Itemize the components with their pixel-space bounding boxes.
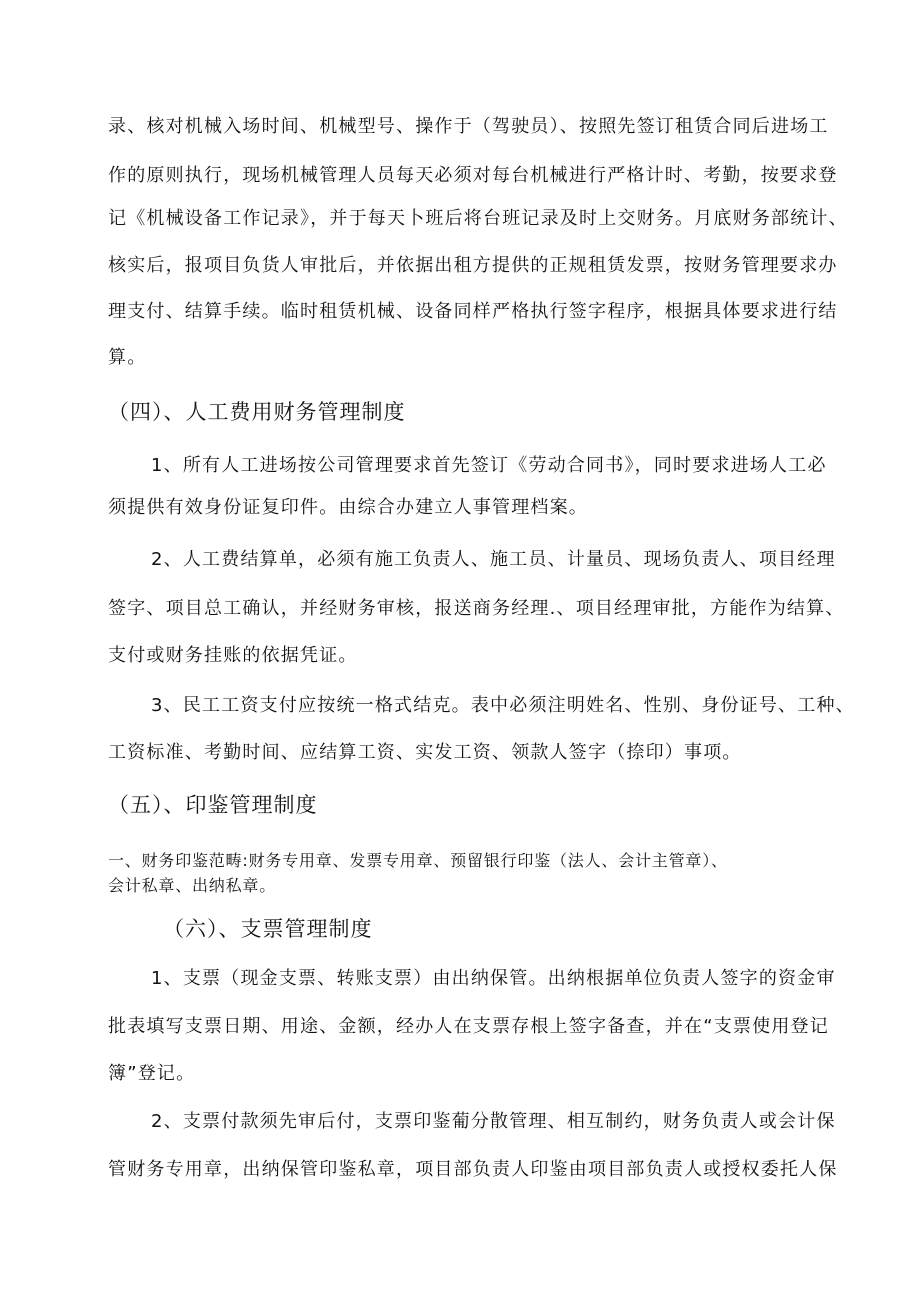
text-line: 须提供有效身份证复印件。由综合办建立人事管理档案。: [108, 497, 588, 518]
text-line: 一、财务印鉴范畴:财务专用章、发票专用章、预留银行印鉴（法人、会计主管章）、: [108, 851, 728, 870]
text-line: 1、所有人工进场按公司管理要求首先签订《劳动合同书》，同时要求进场人工必: [151, 455, 827, 476]
text-line: 2、人工费结算单，必须有施工负责人、施工员、计量员、现场负责人、项目经理: [151, 549, 836, 570]
text-line: 工资标准、考勤时间、应结算工资、实发工资、领款人签字（捺印）事项。: [108, 742, 742, 763]
text-line: 理支付、结算手续。临时租赁机械、设备同样严格执行签字程序，根据具体要求进行结: [108, 301, 838, 322]
section-heading-seal-management: （五）、印鉴管理制度: [108, 793, 318, 817]
text-line: 记《机械设备工作记录》，并于每天卜班后将台班记录及时上交财务。月底财务部统计、: [108, 208, 848, 229]
text-line: 2、支票付款须先审后付，支票印鉴葡分散管理、相互制约，财务负责人或会计保: [151, 1111, 836, 1132]
text-line: 支付或财务挂账的依据凭证。: [108, 645, 358, 666]
text-line: 1、支票（现金支票、转账支票）由出纳保管。出纳根据单位负责人签字的资金审: [151, 968, 836, 989]
text-line: 签字、项目总工确认，并经财务审核，报送商务经理.、项目经理审批，方能作为结算、: [108, 598, 845, 619]
text-line: 录、核对机械入场时间、机械型号、操作于（驾驶员）、按照先签订租赁合同后进场工: [108, 116, 829, 137]
text-line: 会计私章、出纳私章。: [108, 876, 277, 895]
text-line: 簿”登记。: [108, 1063, 196, 1084]
text-line: 批表填写支票日期、用途、金额，经办人在支票存根上签字备查，并在“支票使用登记: [108, 1016, 829, 1037]
text-line: 核实后，报项目负货人审批后，并依据出租方提供的正规租赁发票，按财务管理要求办: [108, 255, 838, 276]
text-line: 作的原则执行，现场机械管理人员每天必须对每台机械进行严格计时、考勤，按要求登: [108, 165, 838, 186]
section-heading-check-management: （六）、支票管理制度: [163, 917, 373, 941]
text-line: 3、民工工资支付应按统一格式结克。表中必须注明姓名、性别、身份证号、工种、: [151, 695, 855, 716]
section-heading-labor-cost: （四）、人工费用财务管理制度: [108, 400, 406, 424]
text-line: 算。: [108, 347, 147, 368]
text-line: 管财务专用章，出纳保管印鉴私章，项目部负责人印鉴由项目部负责人或授权委托人保: [108, 1159, 838, 1180]
